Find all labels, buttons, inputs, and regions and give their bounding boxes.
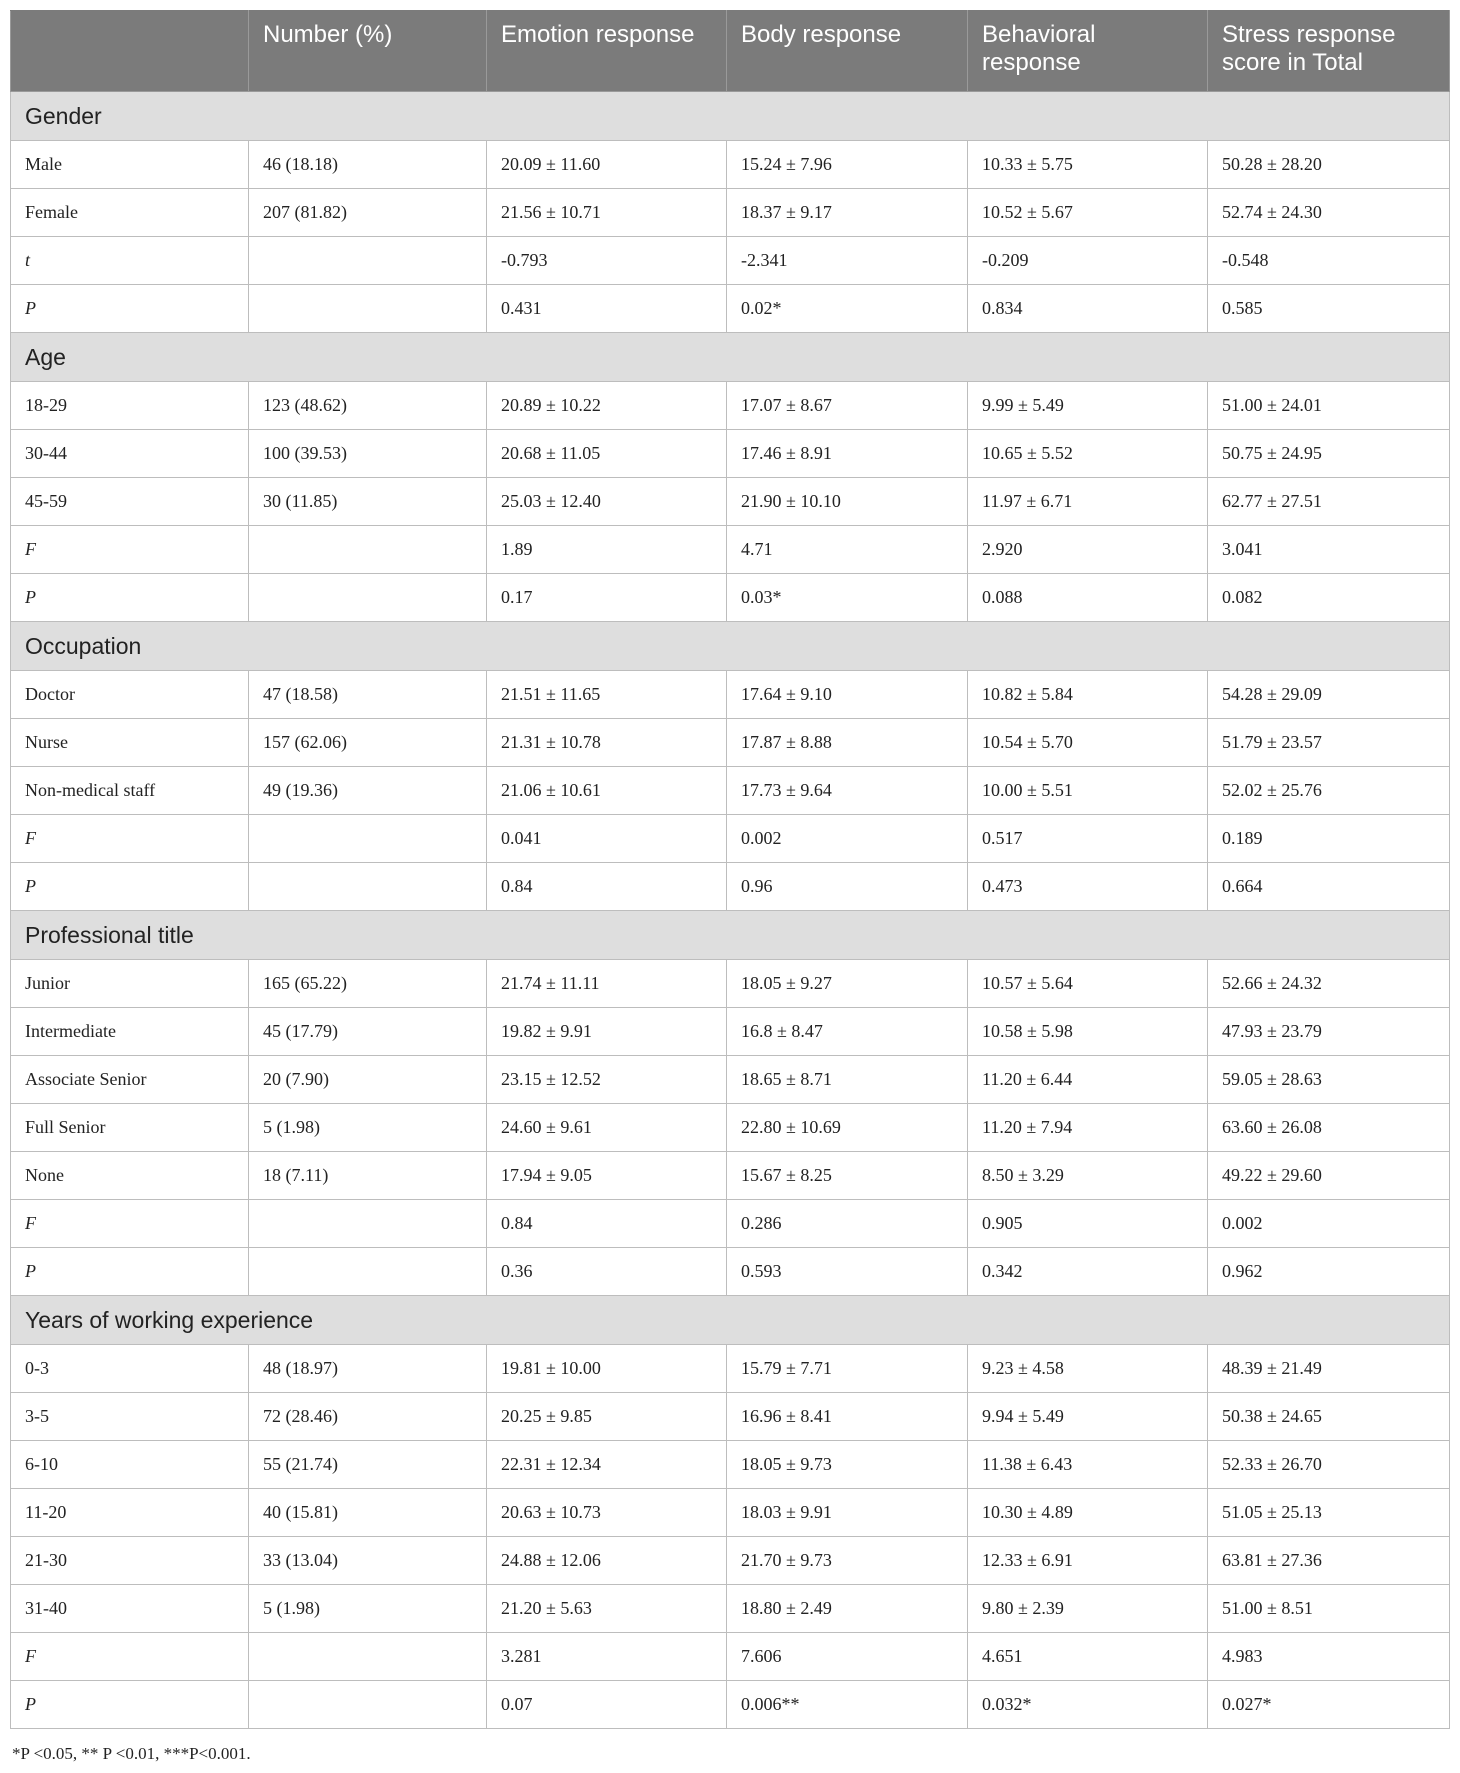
- table-row: [11, 1152, 1450, 1200]
- table-row: [11, 1585, 1450, 1633]
- table-row: [11, 863, 1450, 911]
- table-cell: 17.07 ± 8.67: [727, 382, 968, 430]
- table-row: [11, 719, 1450, 767]
- table-row: [11, 526, 1450, 574]
- table-cell: 15.79 ± 7.71: [727, 1345, 968, 1393]
- footnote: *P <0.05, ** P <0.01, ***P<0.001.: [12, 1744, 251, 1763]
- table-row: [11, 767, 1450, 815]
- table-cell: 17.94 ± 9.05: [487, 1152, 727, 1200]
- table-cell: 0.07: [487, 1681, 727, 1729]
- table-cell: 0.041: [487, 815, 727, 863]
- header-cell-body: Body response: [727, 11, 968, 92]
- table-cell: 0.473: [968, 863, 1208, 911]
- table-cell: 15.24 ± 7.96: [727, 141, 968, 189]
- table-cell: 20 (7.90): [249, 1056, 487, 1104]
- table-cell: 0.02*: [727, 285, 968, 333]
- table-cell: -0.209: [968, 237, 1208, 285]
- table-cell: 25.03 ± 12.40: [487, 478, 727, 526]
- table-cell: 0.84: [487, 863, 727, 911]
- table-cell: -0.548: [1208, 237, 1450, 285]
- table-cell: 72 (28.46): [249, 1393, 487, 1441]
- row-label: F: [11, 526, 249, 574]
- table-cell: 2.920: [968, 526, 1208, 574]
- table-row: [11, 237, 1450, 285]
- table-cell: 17.46 ± 8.91: [727, 430, 968, 478]
- table-row: [11, 1345, 1450, 1393]
- table-cell: 20.63 ± 10.73: [487, 1489, 727, 1537]
- row-label: Doctor: [11, 671, 249, 719]
- table-cell: 16.96 ± 8.41: [727, 1393, 968, 1441]
- table-cell: 30 (11.85): [249, 478, 487, 526]
- table-cell: 10.30 ± 4.89: [968, 1489, 1208, 1537]
- row-label: P: [11, 863, 249, 911]
- table-cell: 48 (18.97): [249, 1345, 487, 1393]
- row-label: 11-20: [11, 1489, 249, 1537]
- table-cell: 33 (13.04): [249, 1537, 487, 1585]
- table-row: [11, 1537, 1450, 1585]
- row-label: P: [11, 1681, 249, 1729]
- table-header: [11, 11, 1450, 92]
- table-row: [11, 574, 1450, 622]
- table-cell: [249, 1248, 487, 1296]
- row-label: 21-30: [11, 1537, 249, 1585]
- table-cell: 59.05 ± 28.63: [1208, 1056, 1450, 1104]
- table-cell: 0.593: [727, 1248, 968, 1296]
- section-row: [11, 333, 1450, 382]
- table-cell: 9.94 ± 5.49: [968, 1393, 1208, 1441]
- table-cell: 52.66 ± 24.32: [1208, 960, 1450, 1008]
- row-label: P: [11, 285, 249, 333]
- row-label: Male: [11, 141, 249, 189]
- table-cell: 54.28 ± 29.09: [1208, 671, 1450, 719]
- table-cell: 10.57 ± 5.64: [968, 960, 1208, 1008]
- table-cell: 51.00 ± 24.01: [1208, 382, 1450, 430]
- table-cell: 21.20 ± 5.63: [487, 1585, 727, 1633]
- table-cell: 0.088: [968, 574, 1208, 622]
- table-cell: 23.15 ± 12.52: [487, 1056, 727, 1104]
- table-cell: 15.67 ± 8.25: [727, 1152, 968, 1200]
- header-cell-total: Stress response score in Total: [1208, 11, 1450, 92]
- table-cell: 0.517: [968, 815, 1208, 863]
- table-cell: 0.585: [1208, 285, 1450, 333]
- table-cell: 4.651: [968, 1633, 1208, 1681]
- table-cell: 11.20 ± 7.94: [968, 1104, 1208, 1152]
- table-cell: 0.342: [968, 1248, 1208, 1296]
- table-cell: 45 (17.79): [249, 1008, 487, 1056]
- table-cell: 0.03*: [727, 574, 968, 622]
- table-row: [11, 1104, 1450, 1152]
- row-label: Junior: [11, 960, 249, 1008]
- table-cell: 21.56 ± 10.71: [487, 189, 727, 237]
- table-cell: 4.983: [1208, 1633, 1450, 1681]
- table-cell: 62.77 ± 27.51: [1208, 478, 1450, 526]
- row-label: Full Senior: [11, 1104, 249, 1152]
- table-cell: 11.97 ± 6.71: [968, 478, 1208, 526]
- header-cell-blank: [11, 11, 249, 92]
- table-cell: 0.36: [487, 1248, 727, 1296]
- table-cell: 18.65 ± 8.71: [727, 1056, 968, 1104]
- table-cell: 0.189: [1208, 815, 1450, 863]
- table-cell: 21.06 ± 10.61: [487, 767, 727, 815]
- table-row: [11, 815, 1450, 863]
- table-cell: 0.002: [1208, 1200, 1450, 1248]
- section-title: Professional title: [11, 911, 1450, 960]
- table-cell: 9.23 ± 4.58: [968, 1345, 1208, 1393]
- table-cell: 157 (62.06): [249, 719, 487, 767]
- row-label: 3-5: [11, 1393, 249, 1441]
- table-cell: 1.89: [487, 526, 727, 574]
- table-cell: 40 (15.81): [249, 1489, 487, 1537]
- header-cell-emotion: Emotion response: [487, 11, 727, 92]
- table-row: [11, 1681, 1450, 1729]
- table-cell: [249, 863, 487, 911]
- row-label: F: [11, 815, 249, 863]
- table-cell: 4.71: [727, 526, 968, 574]
- table-cell: 24.88 ± 12.06: [487, 1537, 727, 1585]
- table-cell: 21.51 ± 11.65: [487, 671, 727, 719]
- table-cell: [249, 526, 487, 574]
- table-cell: 21.90 ± 10.10: [727, 478, 968, 526]
- table-container: [10, 10, 1449, 1729]
- table-cell: 0.17: [487, 574, 727, 622]
- table-cell: [249, 1681, 487, 1729]
- table-cell: 55 (21.74): [249, 1441, 487, 1489]
- section-title: Occupation: [11, 622, 1450, 671]
- table-cell: 12.33 ± 6.91: [968, 1537, 1208, 1585]
- table-cell: 20.09 ± 11.60: [487, 141, 727, 189]
- header-row: [11, 11, 1450, 92]
- section-title: Age: [11, 333, 1450, 382]
- table-cell: 100 (39.53): [249, 430, 487, 478]
- table-cell: 50.38 ± 24.65: [1208, 1393, 1450, 1441]
- table-cell: 10.54 ± 5.70: [968, 719, 1208, 767]
- table-cell: 24.60 ± 9.61: [487, 1104, 727, 1152]
- table-cell: [249, 1200, 487, 1248]
- row-label: 0-3: [11, 1345, 249, 1393]
- table-cell: 18.05 ± 9.27: [727, 960, 968, 1008]
- table-cell: [249, 237, 487, 285]
- table-cell: 22.31 ± 12.34: [487, 1441, 727, 1489]
- row-label: 18-29: [11, 382, 249, 430]
- section-row: [11, 92, 1450, 141]
- table-cell: 123 (48.62): [249, 382, 487, 430]
- table-row: [11, 1393, 1450, 1441]
- row-label: Associate Senior: [11, 1056, 249, 1104]
- table-cell: 0.006**: [727, 1681, 968, 1729]
- table-cell: 17.64 ± 9.10: [727, 671, 968, 719]
- table-cell: 48.39 ± 21.49: [1208, 1345, 1450, 1393]
- table-cell: 0.027*: [1208, 1681, 1450, 1729]
- table-cell: 51.00 ± 8.51: [1208, 1585, 1450, 1633]
- table-cell: 17.87 ± 8.88: [727, 719, 968, 767]
- table-cell: 11.20 ± 6.44: [968, 1056, 1208, 1104]
- table-cell: 165 (65.22): [249, 960, 487, 1008]
- row-label: F: [11, 1200, 249, 1248]
- table-cell: 0.96: [727, 863, 968, 911]
- table-cell: 0.431: [487, 285, 727, 333]
- table-cell: 20.25 ± 9.85: [487, 1393, 727, 1441]
- table-cell: 17.73 ± 9.64: [727, 767, 968, 815]
- table-cell: 0.286: [727, 1200, 968, 1248]
- row-label: t: [11, 237, 249, 285]
- table-row: [11, 141, 1450, 189]
- table-cell: 21.31 ± 10.78: [487, 719, 727, 767]
- table-cell: 20.89 ± 10.22: [487, 382, 727, 430]
- table-cell: 16.8 ± 8.47: [727, 1008, 968, 1056]
- table-cell: 46 (18.18): [249, 141, 487, 189]
- table-cell: 18.80 ± 2.49: [727, 1585, 968, 1633]
- table-row: [11, 285, 1450, 333]
- table-cell: 52.33 ± 26.70: [1208, 1441, 1450, 1489]
- table-row: [11, 1248, 1450, 1296]
- row-label: None: [11, 1152, 249, 1200]
- table-cell: 10.52 ± 5.67: [968, 189, 1208, 237]
- table-cell: 0.032*: [968, 1681, 1208, 1729]
- table-cell: 0.84: [487, 1200, 727, 1248]
- table-cell: 19.81 ± 10.00: [487, 1345, 727, 1393]
- table-row: [11, 382, 1450, 430]
- table-cell: 11.38 ± 6.43: [968, 1441, 1208, 1489]
- row-label: 6-10: [11, 1441, 249, 1489]
- table-cell: -0.793: [487, 237, 727, 285]
- table-cell: 207 (81.82): [249, 189, 487, 237]
- table-cell: 10.65 ± 5.52: [968, 430, 1208, 478]
- table-cell: 7.606: [727, 1633, 968, 1681]
- table-cell: 21.74 ± 11.11: [487, 960, 727, 1008]
- section-title: Years of working experience: [11, 1296, 1450, 1345]
- table-cell: -2.341: [727, 237, 968, 285]
- table-row: [11, 1489, 1450, 1537]
- table-cell: 0.082: [1208, 574, 1450, 622]
- table-row: [11, 1200, 1450, 1248]
- table-row: [11, 1633, 1450, 1681]
- table-cell: [249, 815, 487, 863]
- row-label: 31-40: [11, 1585, 249, 1633]
- table-cell: [249, 1633, 487, 1681]
- table-cell: 63.60 ± 26.08: [1208, 1104, 1450, 1152]
- table-row: [11, 478, 1450, 526]
- row-label: Female: [11, 189, 249, 237]
- table-cell: 10.82 ± 5.84: [968, 671, 1208, 719]
- row-label: F: [11, 1633, 249, 1681]
- stress-response-table: [10, 10, 1450, 1729]
- table-cell: 10.00 ± 5.51: [968, 767, 1208, 815]
- table-cell: 5 (1.98): [249, 1104, 487, 1152]
- table-cell: [249, 574, 487, 622]
- row-label: Intermediate: [11, 1008, 249, 1056]
- table-cell: 52.74 ± 24.30: [1208, 189, 1450, 237]
- section-title: Gender: [11, 92, 1450, 141]
- table-cell: 21.70 ± 9.73: [727, 1537, 968, 1585]
- row-label: Nurse: [11, 719, 249, 767]
- table-cell: 0.664: [1208, 863, 1450, 911]
- table-cell: 63.81 ± 27.36: [1208, 1537, 1450, 1585]
- table-row: [11, 960, 1450, 1008]
- table-cell: 10.58 ± 5.98: [968, 1008, 1208, 1056]
- table-cell: 50.75 ± 24.95: [1208, 430, 1450, 478]
- section-row: [11, 622, 1450, 671]
- table-cell: 19.82 ± 9.91: [487, 1008, 727, 1056]
- table-cell: 0.834: [968, 285, 1208, 333]
- table-cell: 51.05 ± 25.13: [1208, 1489, 1450, 1537]
- table-row: [11, 671, 1450, 719]
- table-cell: 22.80 ± 10.69: [727, 1104, 968, 1152]
- table-cell: 0.905: [968, 1200, 1208, 1248]
- section-row: [11, 1296, 1450, 1345]
- table-cell: 3.041: [1208, 526, 1450, 574]
- row-label: P: [11, 574, 249, 622]
- row-label: 30-44: [11, 430, 249, 478]
- table-cell: 47 (18.58): [249, 671, 487, 719]
- section-row: [11, 911, 1450, 960]
- table-cell: 51.79 ± 23.57: [1208, 719, 1450, 767]
- table-cell: 18.37 ± 9.17: [727, 189, 968, 237]
- table-row: [11, 1056, 1450, 1104]
- table-cell: 0.002: [727, 815, 968, 863]
- table-cell: 8.50 ± 3.29: [968, 1152, 1208, 1200]
- row-label: Non-medical staff: [11, 767, 249, 815]
- table-row: [11, 430, 1450, 478]
- table-cell: 18 (7.11): [249, 1152, 487, 1200]
- table-cell: 5 (1.98): [249, 1585, 487, 1633]
- table-cell: 9.99 ± 5.49: [968, 382, 1208, 430]
- header-cell-number: Number (%): [249, 11, 487, 92]
- table-cell: 49.22 ± 29.60: [1208, 1152, 1450, 1200]
- table-cell: 47.93 ± 23.79: [1208, 1008, 1450, 1056]
- table-cell: 50.28 ± 28.20: [1208, 141, 1450, 189]
- table-row: [11, 189, 1450, 237]
- table-cell: 10.33 ± 5.75: [968, 141, 1208, 189]
- table-row: [11, 1441, 1450, 1489]
- header-cell-behavioral: Behavioral response: [968, 11, 1208, 92]
- table-cell: 18.03 ± 9.91: [727, 1489, 968, 1537]
- table-cell: 52.02 ± 25.76: [1208, 767, 1450, 815]
- table-cell: 3.281: [487, 1633, 727, 1681]
- table-cell: 20.68 ± 11.05: [487, 430, 727, 478]
- table-cell: [249, 285, 487, 333]
- table-cell: 18.05 ± 9.73: [727, 1441, 968, 1489]
- table-cell: 49 (19.36): [249, 767, 487, 815]
- row-label: P: [11, 1248, 249, 1296]
- table-cell: 9.80 ± 2.39: [968, 1585, 1208, 1633]
- row-label: 45-59: [11, 478, 249, 526]
- table-row: [11, 1008, 1450, 1056]
- table-body: [11, 92, 1450, 1729]
- table-cell: 0.962: [1208, 1248, 1450, 1296]
